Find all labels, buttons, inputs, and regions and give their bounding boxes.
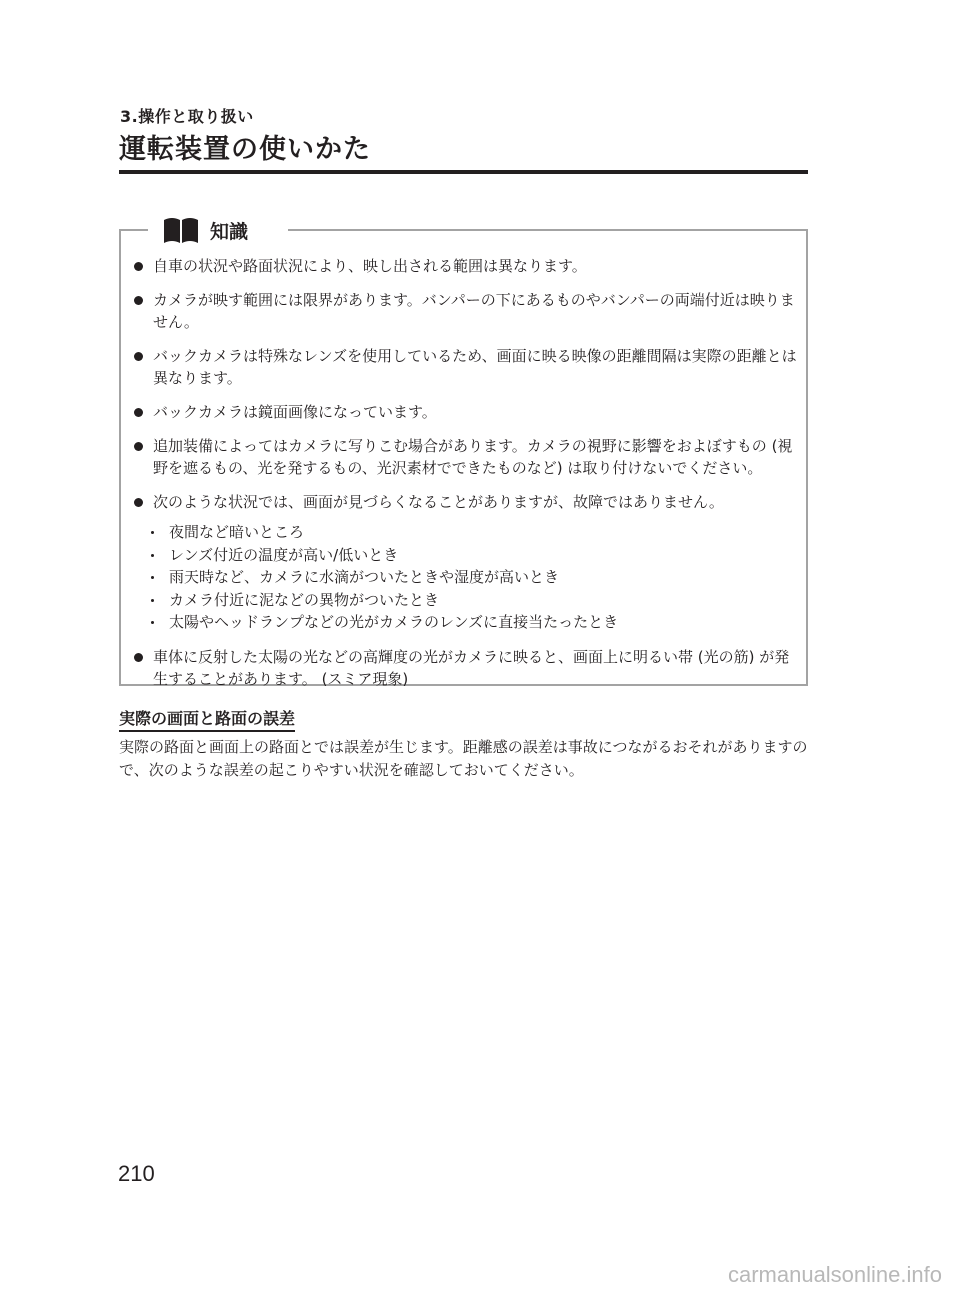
sub-item-text: レンズ付近の温度が高い/低いとき [169,545,399,564]
bullet-item [131,345,799,389]
bullet-text: バックカメラは特殊なレンズを使用しているため、画面に映る映像の距離間隔は実際の距離とは異なります。 [153,347,797,387]
knowledge-box-header [148,212,288,248]
watermark: carmanualsonline.info [727,1262,942,1287]
body-paragraph: 実際の路面と画面上の路面とでは誤差が生じます。距離感の誤差は事故につながるおそれがありますので、次のような誤差の起こりやすい状況を確認しておいてください。 [119,738,808,779]
bullet-text: バックカメラは鏡面画像になっています。 [153,403,437,421]
sub-item [147,566,799,589]
title-rule [119,170,808,174]
bullet-item [131,491,799,513]
bullet-item [131,255,799,277]
sub-item-list [147,521,799,634]
bullet-item [131,646,799,690]
bullet-text: 車体に反射した太陽の光などの高輝度の光がカメラに映ると、画面上に明るい帯 (光の筋) が発生することがあります。 (スミア現象) [153,647,790,688]
sub-item [147,589,799,612]
page-title: 運転装置の使いかた [119,134,371,165]
bullet-item [131,289,799,333]
small-dot-icon [151,554,154,557]
sub-item-text: 雨天時など、カメラに水滴がついたときや湿度が高いとき [169,568,560,586]
bullet-text: 次のような状況では、画面が見づらくなることがありますが、故障ではありません。 [153,493,724,511]
bullet-dot-icon [134,352,143,361]
sub-item-text: カメラ付近に泥などの異物がついたとき [169,590,440,609]
small-dot-icon [151,621,154,624]
bullet-dot-icon [134,296,143,305]
sub-item [147,521,799,544]
bullet-item [131,401,799,423]
sub-item [147,611,799,634]
bullet-dot-icon [134,498,143,507]
small-dot-icon [151,576,154,579]
small-dot-icon [151,531,154,534]
bullet-dot-icon [134,408,143,417]
small-dot-icon [151,599,154,602]
bullet-dot-icon [134,653,143,662]
knowledge-bullet-list [131,255,799,702]
page-number: 210 [118,1161,155,1186]
bullet-dot-icon [134,442,143,451]
bullet-item [131,435,799,479]
section-label: 3.操作と取り扱い [120,107,254,126]
sub-item-text: 夜間など暗いところ [169,523,305,541]
sub-item-text: 太陽やヘッドランプなどの光がカメラのレンズに直接当たったとき [169,613,619,631]
book-icon [162,215,200,245]
section-heading: 実際の画面と路面の誤差 [119,706,295,732]
bullet-dot-icon [134,262,143,271]
knowledge-box-title: 知識 [210,220,249,243]
bullet-text: 自車の状況や路面状況により、映し出される範囲は異なります。 [153,257,587,275]
bullet-text: カメラが映す範囲には限界があります。バンパーの下にあるものやバンパーの両端付近は映りません。 [153,291,795,331]
bullet-text: 追加装備によってはカメラに写りこむ場合があります。カメラの視野に影響をおよぼすもの (視野を遮るもの、光を発するもの、光沢素材でできたものなど) は取り付けないでください。 [153,437,793,477]
sub-item [147,544,799,567]
